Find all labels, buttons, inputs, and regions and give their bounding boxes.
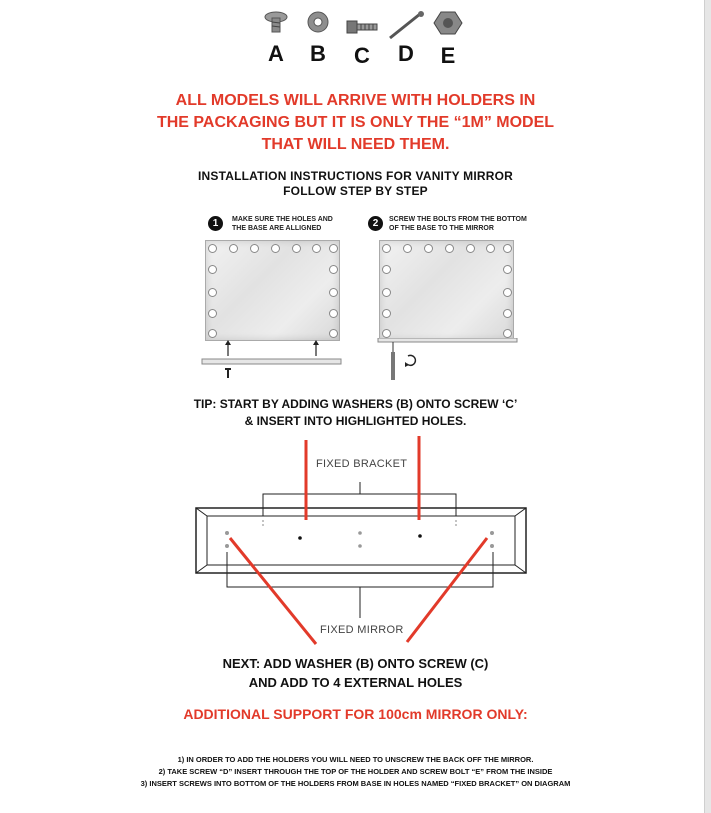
bulb-icon	[329, 309, 338, 318]
bulb-icon	[271, 244, 280, 253]
parts-legend	[258, 10, 468, 72]
warning-text: ALL MODELS WILL ARRIVE WITH HOLDERS IN THE PACKAGING BUT IT IS ONLY THE “1M” MODEL THAT WILL NEED THEM.	[156, 92, 555, 153]
bulb-icon	[503, 265, 512, 274]
long-screw-icon	[386, 10, 426, 40]
part-b: B	[300, 10, 336, 67]
fixed-bracket-label: FIXED BRACKET	[316, 458, 408, 470]
bulb-icon	[329, 265, 338, 274]
bulb-icon	[329, 244, 338, 253]
bulb-icon	[329, 288, 338, 297]
part-e: E	[430, 10, 466, 69]
step-2-number: 2	[368, 216, 383, 231]
bulb-icon	[424, 244, 433, 253]
bulb-icon	[382, 309, 391, 318]
bulb-icon	[208, 288, 217, 297]
bulb-icon	[329, 329, 338, 338]
bulb-icon	[229, 244, 238, 253]
part-d: D	[386, 10, 426, 67]
step-2-mirror	[379, 240, 514, 341]
bulb-icon	[503, 329, 512, 338]
next-text: NEXT: ADD WASHER (B) ONTO SCREW (C) AND ADD TO 4 EXTERNAL HOLES	[222, 656, 489, 690]
bulb-icon	[382, 244, 391, 253]
step-2-text: SCREW THE BOLTS FROM THE BOTTOM OF THE BASE TO THE MIRROR	[389, 216, 527, 232]
bulb-icon	[382, 288, 391, 297]
bulb-icon	[312, 244, 321, 253]
footer-instructions: 1) IN ORDER TO ADD THE HOLDERS YOU WILL NEED TO UNSCREW THE BACK OFF THE MIRROR. 2) TAKE SCREW “D” INSERT THROUGH THE TOP OF THE HOLDER AND SCREW BOLT “E” FROM THE INSIDE 3) INSERT SCREWS INTO BOTTOM OF THE HOLDERS FROM BASE IN HOLES NAMED “FIXED BRACKET” ON DIAGRAM	[140, 755, 571, 788]
bulb-icon	[208, 244, 217, 253]
tip-text: TIP: START BY ADDING WASHERS (B) ONTO SCREW ‘C’ & INSERT INTO HIGHLIGHTED HOLES.	[193, 397, 518, 428]
part-a: A	[258, 10, 294, 67]
bulb-icon	[382, 329, 391, 338]
step-2-base-diagram	[376, 338, 521, 384]
part-c: C	[342, 16, 382, 69]
nut-icon	[433, 10, 463, 36]
fixed-mirror-label: FIXED MIRROR	[320, 624, 404, 636]
instructions-title: INSTALLATION INSTRUCTIONS FOR VANITY MIRROR FOLLOW STEP BY STEP	[197, 169, 514, 198]
bolt-icon	[345, 16, 379, 38]
support-heading: ADDITIONAL SUPPORT FOR 100cm MIRROR ONLY:	[183, 706, 528, 722]
bulb-icon	[445, 244, 454, 253]
rotate-arrow-icon	[407, 355, 415, 365]
screw-icon	[262, 10, 290, 36]
step-1-text: MAKE SURE THE HOLES AND THE BASE ARE ALLIGNED	[232, 216, 333, 232]
bulb-icon	[208, 309, 217, 318]
bulb-icon	[208, 329, 217, 338]
bulb-icon	[250, 244, 259, 253]
bulb-icon	[503, 309, 512, 318]
bulb-icon	[466, 244, 475, 253]
step-1-number: 1	[208, 216, 223, 231]
bulb-icon	[503, 244, 512, 253]
bulb-icon	[382, 265, 391, 274]
step-1-mirror	[205, 240, 340, 341]
bulb-icon	[486, 244, 495, 253]
bulb-icon	[208, 265, 217, 274]
bulb-icon	[292, 244, 301, 253]
washer-icon	[304, 10, 332, 36]
bulb-icon	[403, 244, 412, 253]
step-1-base-diagram	[200, 338, 345, 380]
bulb-icon	[503, 288, 512, 297]
